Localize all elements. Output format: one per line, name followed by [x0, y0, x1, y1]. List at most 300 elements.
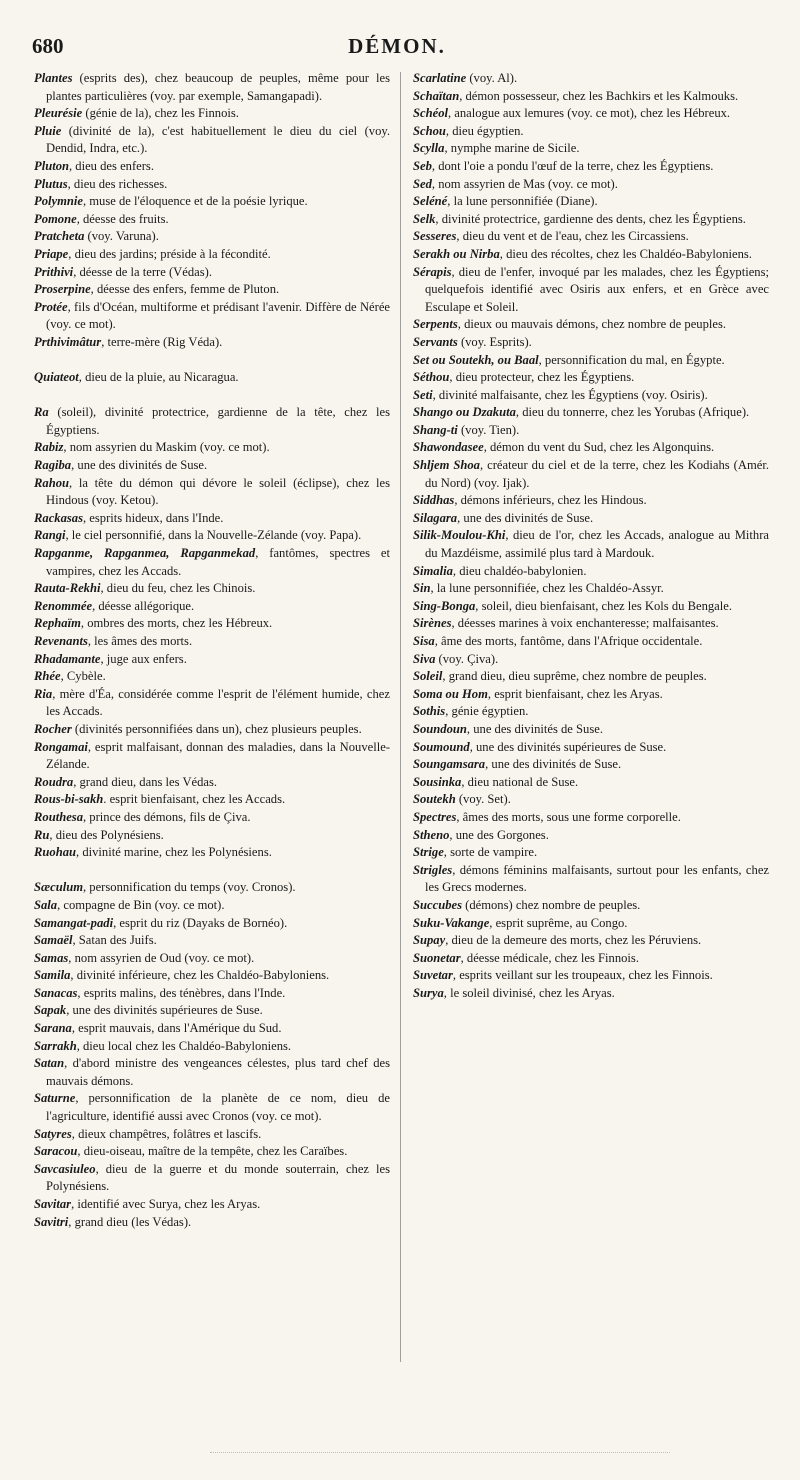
- entry-definition: , dieu des récoltes, chez les Chaldéo-Babyloniens.: [499, 246, 752, 261]
- dictionary-entry: [34, 580, 390, 598]
- entry-definition: , dieu de la demeure des morts, chez les Péruviens.: [445, 933, 702, 948]
- entry-term: Sirènes: [413, 616, 452, 631]
- dictionary-entry: [34, 1143, 390, 1161]
- entry-term: Schéol: [413, 106, 448, 121]
- dictionary-entry: [34, 598, 390, 616]
- entry-term: Sin: [413, 581, 431, 596]
- entry-term: Rauta-Rekhi: [34, 581, 101, 596]
- entry-definition: , compagne de Bin (voy. ce mot).: [57, 897, 225, 912]
- entry-definition: , la tête du démon qui dévore le soleil (éclipse), chez les Hindous (voy. Ketou).: [46, 475, 390, 508]
- dictionary-entry: [413, 756, 769, 774]
- entry-definition: , sorte de vampire.: [443, 845, 538, 860]
- entry-term: Siddhas: [413, 493, 455, 508]
- entry-definition: , divinité inférieure, chez les Chaldéo-Babyloniens.: [70, 968, 330, 983]
- dictionary-entry: [413, 563, 769, 581]
- entry-term: Rapganme, Rapganmea, Rapganmekad: [34, 546, 256, 561]
- entry-term: Routhesa: [34, 809, 83, 824]
- entry-definition: , muse de l'éloquence et de la poésie lyrique.: [82, 194, 308, 209]
- dictionary-entry: [34, 651, 390, 669]
- entry-term: Ru: [34, 827, 50, 842]
- entry-definition: , dieu protecteur, chez les Égyptiens.: [449, 370, 635, 385]
- entry-definition: , ombres des morts, chez les Hébreux.: [80, 616, 273, 631]
- dictionary-entry: [34, 809, 390, 827]
- entry-definition: (voy. Varuna).: [84, 229, 159, 244]
- entry-definition: (divinités personnifiées dans un), chez plusieurs peuples.: [71, 721, 362, 736]
- dictionary-entry: [34, 404, 390, 439]
- entry-term: Servants: [413, 334, 458, 349]
- entry-term: Soumound: [413, 739, 470, 754]
- dictionary-entry: [413, 615, 769, 633]
- dictionary-entry: [413, 387, 769, 405]
- dictionary-entry: [413, 228, 769, 246]
- dictionary-entry: [34, 633, 390, 651]
- entry-definition: , dieu chaldéo-babylonien.: [452, 563, 587, 578]
- dictionary-entry: [34, 932, 390, 950]
- entry-term: Pluie: [34, 123, 62, 138]
- dictionary-entry: [34, 721, 390, 739]
- entry-term: Proserpine: [34, 282, 91, 297]
- entry-term: Shango ou Dzakuta: [413, 405, 516, 420]
- entry-definition: , personnification de la planète de ce nom, dieu de l'agriculture, identifié aussi avec Cronos (voy. ce mot).: [46, 1091, 390, 1124]
- dictionary-entry: [413, 774, 769, 792]
- entry-definition: , dont l'oie a pondu l'œuf de la terre, chez les Égyptiens.: [431, 158, 714, 173]
- entry-definition: , personnification du mal, en Égypte.: [538, 352, 725, 367]
- dictionary-entry: [34, 615, 390, 633]
- entry-term: Supay: [413, 933, 446, 948]
- entry-term: Rhadamante: [34, 651, 101, 666]
- dictionary-entry: [34, 475, 390, 510]
- dictionary-entry: [34, 967, 390, 985]
- entry-term: Suonetar: [413, 950, 461, 965]
- entry-definition: , créateur du ciel et de la terre, chez les Kodiahs (Amér. du Nord) (voy. Ijak).: [425, 458, 769, 490]
- dictionary-entry: [413, 950, 769, 968]
- entry-term: Rackasas: [34, 510, 83, 525]
- entry-definition: , dieu du vent et de l'eau, chez les Circassiens.: [456, 229, 689, 244]
- dictionary-entry: [34, 686, 390, 721]
- entry-definition: , dieux champêtres, folâtres et lascifs.: [71, 1126, 262, 1141]
- entry-term: Savitar: [34, 1197, 72, 1211]
- section-gap: [34, 387, 390, 405]
- dictionary-entry: [413, 686, 769, 704]
- dictionary-entry: [413, 809, 769, 827]
- entry-definition: , fantômes, spectres et vampires, chez les Accads.: [46, 546, 390, 578]
- entry-term: Renommée: [34, 598, 93, 613]
- entry-term: Sanacas: [34, 985, 78, 1000]
- entry-term: Satan: [34, 1056, 65, 1071]
- entry-term: Schaïtan: [413, 88, 460, 103]
- entry-term: Ragiba: [34, 458, 72, 473]
- entry-definition: , esprits veillant sur les troupeaux, chez les Finnois.: [452, 968, 713, 983]
- dictionary-entry: [413, 897, 769, 915]
- entry-definition: , déesse médicale, chez les Finnois.: [460, 950, 639, 965]
- page-number: 680: [32, 34, 64, 58]
- entry-definition: , divinité marine, chez les Polynésiens.: [76, 845, 272, 860]
- entry-definition: , grand dieu (les Védas).: [68, 1214, 192, 1229]
- entry-definition: , divinité protectrice, gardienne des dents, chez les Égyptiens.: [435, 211, 746, 226]
- dictionary-entry: [413, 457, 769, 492]
- entry-definition: , démon possesseur, chez les Bachkirs et les Kalmouks.: [459, 88, 739, 103]
- dictionary-entry: [413, 105, 769, 123]
- entry-definition: , dieux ou mauvais démons, chez nombre de peuples.: [457, 317, 727, 332]
- entry-term: Savitri: [34, 1214, 69, 1229]
- entry-term: Priape: [34, 246, 69, 261]
- entry-definition: , nom assyrien de Mas (voy. ce mot).: [431, 176, 618, 191]
- entry-term: Simalia: [413, 563, 453, 578]
- entry-definition: , dieu du feu, chez les Chinois.: [100, 581, 256, 596]
- dictionary-entry: [413, 721, 769, 739]
- entry-definition: (esprits des), chez beaucoup de peuples, même pour les plantes particulières (voy. par exemple, Samangapadi).: [46, 71, 390, 103]
- running-head: DÉMON.: [348, 34, 446, 58]
- dictionary-entry: [34, 1161, 390, 1196]
- entry-term: Rhée: [34, 669, 61, 684]
- dictionary-entry: [34, 1038, 390, 1056]
- entry-definition: , esprits malins, des ténèbres, dans l'Inde.: [77, 985, 286, 1000]
- dictionary-entry: [413, 88, 769, 106]
- entry-term: Serakh ou Nirba: [413, 246, 500, 261]
- entry-definition: , la lune personnifiée (Diane).: [447, 194, 598, 209]
- dictionary-entry: [413, 176, 769, 194]
- entry-term: Suvetar: [413, 968, 453, 983]
- entry-definition: (génie de la), chez les Finnois.: [82, 106, 239, 121]
- entry-term: Sala: [34, 897, 58, 912]
- dictionary-entry: [413, 246, 769, 264]
- dictionary-entry: [34, 527, 390, 545]
- dictionary-entry: [413, 316, 769, 334]
- dictionary-entry: [34, 457, 390, 475]
- entry-definition: , esprit suprême, au Congo.: [489, 915, 628, 930]
- entry-definition: , démon du vent du Sud, chez les Algonquins.: [483, 440, 715, 455]
- entry-definition: (voy. Çiva).: [435, 651, 499, 666]
- entry-definition: , esprit bienfaisant, chez les Aryas.: [487, 686, 663, 701]
- entry-definition: , démons inférieurs, chez les Hindous.: [454, 493, 647, 508]
- entry-definition: , dieu-oiseau, maître de la tempête, chez les Caraïbes.: [77, 1144, 348, 1159]
- dictionary-entry: [34, 1090, 390, 1125]
- entry-definition: , Satan des Juifs.: [72, 933, 157, 948]
- entry-term: Siva: [413, 651, 436, 666]
- entry-definition: , le soleil divinisé, chez les Aryas.: [443, 985, 615, 1000]
- dictionary-entry: [413, 598, 769, 616]
- entry-term: Saturne: [34, 1091, 76, 1106]
- entry-term: Rephaïm: [34, 616, 81, 631]
- entry-term: Plantes: [34, 71, 73, 85]
- entry-definition: , mère d'Éa, considérée comme l'esprit de l'élément humide, chez les Accads.: [46, 686, 390, 719]
- dictionary-entry: [413, 123, 769, 141]
- entry-term: Soutekh: [413, 792, 456, 807]
- entry-definition: , une des Gorgones.: [449, 827, 549, 842]
- dictionary-entry: [413, 862, 769, 897]
- dictionary-entry: [413, 492, 769, 510]
- entry-definition: , dieu du tonnerre, chez les Yorubas (Afrique).: [515, 405, 750, 420]
- entry-definition: , déesse des fruits.: [76, 211, 169, 226]
- entry-definition: (voy. Al).: [466, 71, 518, 85]
- entry-definition: , prince des démons, fils de Çiva.: [83, 809, 251, 824]
- entry-definition: , dieu de l'or, chez les Accads, analogue au Mithra du Mazdéisme, assimilé plus tard à Mardouk.: [425, 528, 769, 561]
- entry-term: Shang-ti: [413, 422, 458, 437]
- entry-definition: (divinité de la), c'est habituellement le dieu du ciel (voy. Dendid, Indra, etc.).: [46, 123, 390, 156]
- entry-definition: , fils d'Océan, multiforme et prédisant l'avenir. Diffère de Nérée (voy. ce mot).: [46, 299, 390, 332]
- dictionary-entry: [34, 299, 390, 334]
- entry-term: Sothis: [413, 704, 446, 719]
- dictionary-entry: [34, 264, 390, 282]
- dictionary-entry: [34, 369, 390, 387]
- column-divider: [400, 72, 401, 1362]
- entry-term: Sesseres: [413, 229, 457, 244]
- entry-term: Soungamsara: [413, 757, 486, 772]
- dictionary-entry: [413, 140, 769, 158]
- entry-term: Sarrakh: [34, 1038, 77, 1053]
- entry-term: Seti: [413, 387, 433, 402]
- entry-definition: . esprit bienfaisant, chez les Accads.: [103, 792, 286, 807]
- dictionary-entry: [34, 774, 390, 792]
- dictionary-entry: [34, 1126, 390, 1144]
- dictionary-entry: [34, 176, 390, 194]
- entry-definition: , esprit mauvais, dans l'Amérique du Sud.: [71, 1021, 282, 1036]
- entry-term: Sæculum: [34, 880, 83, 895]
- entry-definition: , une des divinités de Suse.: [71, 458, 208, 473]
- entry-term: Selk: [413, 211, 436, 226]
- entry-term: Soleil: [413, 669, 443, 684]
- entry-term: Roudra: [34, 774, 74, 789]
- dictionary-entry: [34, 950, 390, 968]
- entry-definition: , dieu de l'enfer, invoqué par les malades, chez les Égyptiens; quelquefois identifié avec Osiris aux enfers, et en Grèce avec Esculape et Soleil.: [425, 264, 769, 314]
- entry-definition: , les âmes des morts.: [87, 634, 193, 648]
- entry-term: Séthou: [413, 370, 450, 385]
- entry-term: Sérapis: [413, 264, 452, 279]
- entry-term: Shawondasee: [413, 440, 484, 455]
- entry-definition: , déesse allégorique.: [92, 598, 195, 613]
- entry-term: Sed: [413, 176, 432, 191]
- entry-term: Rangi: [34, 528, 66, 543]
- entry-term: Ra: [34, 405, 49, 420]
- entry-term: Ruohau: [34, 845, 77, 860]
- entry-term: Rocher: [34, 721, 72, 736]
- entry-term: Rous-bi-sakh: [34, 792, 104, 807]
- entry-term: Soundoun: [413, 721, 467, 736]
- dictionary-entry: [413, 264, 769, 317]
- entry-term: Pleurésie: [34, 106, 83, 121]
- dictionary-entry: [34, 897, 390, 915]
- entry-term: Protée: [34, 299, 68, 314]
- dictionary-entry: [413, 70, 769, 88]
- dictionary-entry: [34, 915, 390, 933]
- dictionary-entry: [413, 369, 769, 387]
- dictionary-entry: [413, 827, 769, 845]
- entry-definition: , dieu national de Suse.: [461, 774, 579, 789]
- entry-term: Sapak: [34, 1003, 67, 1018]
- entry-definition: (soleil), divinité protectrice, gardienne de la tête, chez les Égyptiens.: [46, 405, 390, 437]
- section-gap: [34, 352, 390, 370]
- dictionary-entry: [413, 404, 769, 422]
- entry-definition: , dieu de la guerre et du monde souterrain, chez les Polynésiens.: [46, 1161, 390, 1194]
- entry-definition: (démons) chez nombre de peuples.: [461, 897, 641, 912]
- entry-definition: , grand dieu, dans les Védas.: [73, 774, 218, 789]
- entry-definition: , la lune personnifiée, chez les Chaldéo-Assyr.: [430, 581, 664, 596]
- entry-definition: , soleil, dieu bienfaisant, chez les Kols du Bengale.: [475, 598, 732, 613]
- dictionary-entry: [34, 879, 390, 897]
- entry-term: Quiateot: [34, 370, 79, 385]
- section-gap: [34, 862, 390, 880]
- dictionary-entry: [34, 123, 390, 158]
- entry-definition: , dieu égyptien.: [445, 123, 524, 138]
- entry-definition: , esprit malfaisant, donnan des maladies, dans la Nouvelle-Zélande.: [46, 739, 390, 772]
- entry-term: Sarana: [34, 1021, 72, 1036]
- entry-term: Ria: [34, 686, 53, 701]
- entry-term: Polymnie: [34, 194, 83, 209]
- dictionary-entry: [34, 70, 390, 105]
- entry-definition: (voy. Set).: [455, 792, 511, 807]
- dictionary-entry: [34, 510, 390, 528]
- dictionary-entry: [34, 1020, 390, 1038]
- entry-term: Shljem Shoa: [413, 458, 480, 473]
- entry-term: Prithivi: [34, 264, 74, 279]
- entry-term: Savcasiuleo: [34, 1161, 96, 1176]
- footer-dots: [210, 1452, 670, 1454]
- dictionary-entry: [34, 545, 390, 580]
- dictionary-entry: [413, 703, 769, 721]
- entry-definition: , dieu des jardins; préside à la fécondité.: [68, 246, 271, 261]
- entry-definition: , âmes des morts, sous une forme corporelle.: [456, 809, 681, 824]
- page-header: [32, 34, 762, 60]
- entry-definition: , analogue aux lemures (voy. ce mot), chez les Hébreux.: [447, 106, 731, 121]
- dictionary-entry: [34, 246, 390, 264]
- dictionary-entry: [34, 1002, 390, 1020]
- entry-term: Sisa: [413, 634, 435, 648]
- entry-term: Schou: [413, 123, 446, 138]
- dictionary-entry: [413, 633, 769, 651]
- entry-term: Samangat-padi: [34, 915, 114, 930]
- entry-term: Strigles: [413, 862, 453, 877]
- entry-term: Suku-Vakange: [413, 915, 490, 930]
- entry-term: Sing-Bonga: [413, 598, 476, 613]
- entry-term: Set ou Soutekh, ou Baal: [413, 352, 539, 367]
- entry-term: Sousinka: [413, 774, 462, 789]
- entry-definition: , déesses marines à voix enchanteresse; malfaisantes.: [451, 616, 719, 631]
- dictionary-entry: [413, 158, 769, 176]
- dictionary-entry: [34, 334, 390, 352]
- entry-definition: , esprit du riz (Dayaks de Bornéo).: [113, 915, 288, 930]
- entry-term: Silagara: [413, 510, 458, 525]
- entry-term: Revenants: [34, 634, 88, 648]
- dictionary-entry: [34, 193, 390, 211]
- entry-definition: , juge aux enfers.: [100, 651, 187, 666]
- entry-definition: (voy. Tien).: [457, 422, 520, 437]
- dictionary-entry: [34, 105, 390, 123]
- entry-term: Silik-Moulou-Khi: [413, 528, 506, 543]
- entry-definition: , nom assyrien de Oud (voy. ce mot).: [68, 950, 255, 965]
- entry-definition: , déesse de la terre (Védas).: [73, 264, 212, 279]
- dictionary-entry: [413, 791, 769, 809]
- entry-term: Succubes: [413, 897, 462, 912]
- entry-definition: , d'abord ministre des vengeances célestes, plus tard chef des mauvais démons.: [46, 1056, 390, 1088]
- entry-term: Samila: [34, 968, 71, 983]
- dictionary-entry: [413, 915, 769, 933]
- entry-definition: , grand dieu, dieu suprême, chez nombre de peuples.: [442, 669, 707, 684]
- dictionary-entry: [413, 510, 769, 528]
- entry-term: Rongamai: [34, 739, 88, 754]
- dictionary-entry: [413, 352, 769, 370]
- entry-term: Samaël: [34, 933, 73, 948]
- entry-definition: , identifié avec Surya, chez les Aryas.: [71, 1197, 261, 1211]
- entry-term: Spectres: [413, 809, 457, 824]
- entry-definition: , une des divinités de Suse.: [485, 757, 622, 772]
- dictionary-entry: [34, 1214, 390, 1232]
- dictionary-entry: [34, 1196, 390, 1214]
- entry-term: Saracou: [34, 1144, 78, 1159]
- entry-definition: , une des divinités supérieures de Suse.: [66, 1003, 263, 1018]
- entry-definition: , dieu des Polynésiens.: [49, 827, 164, 842]
- entry-term: Serpents: [413, 317, 458, 332]
- dictionary-entry: [413, 334, 769, 352]
- entry-term: Prthivimâtur: [34, 334, 102, 349]
- dictionary-entry: [34, 985, 390, 1003]
- entry-term: Surya: [413, 985, 444, 1000]
- dictionary-entry: [413, 193, 769, 211]
- dictionary-entry: [34, 827, 390, 845]
- dictionary-entry: [413, 580, 769, 598]
- dictionary-entry: [34, 228, 390, 246]
- dictionary-entry: [34, 281, 390, 299]
- entry-definition: , génie égyptien.: [445, 704, 529, 719]
- entry-term: Pluton: [34, 158, 69, 173]
- entry-definition: , nymphe marine de Sicile.: [444, 141, 580, 156]
- entry-definition: , nom assyrien du Maskim (voy. ce mot).: [63, 440, 270, 455]
- dictionary-entry: [34, 439, 390, 457]
- entry-definition: , le ciel personnifié, dans la Nouvelle-Zélande (voy. Papa).: [65, 528, 362, 543]
- entry-definition: , personnification du temps (voy. Cronos).: [83, 880, 296, 895]
- dictionary-entry: [413, 985, 769, 1003]
- dictionary-entry: [413, 967, 769, 985]
- dictionary-entry: [34, 211, 390, 229]
- dictionary-entry: [413, 668, 769, 686]
- entry-term: Rahou: [34, 475, 70, 490]
- dictionary-entry: [413, 211, 769, 229]
- entry-definition: , dieu des enfers.: [69, 158, 154, 173]
- dictionary-entry: [413, 439, 769, 457]
- dictionary-entry: [34, 668, 390, 686]
- entry-definition: , âme des morts, fantôme, dans l'Afrique occidentale.: [434, 634, 703, 648]
- entry-term: Seléné: [413, 194, 448, 209]
- entry-definition: , divinité malfaisante, chez les Égyptiens (voy. Osiris).: [432, 387, 708, 402]
- dictionary-entry: [34, 1055, 390, 1090]
- entry-definition: , déesse des enfers, femme de Pluton.: [90, 282, 280, 297]
- entry-term: Rabiz: [34, 440, 64, 455]
- entry-term: Satyres: [34, 1126, 72, 1141]
- dictionary-entry: [34, 844, 390, 862]
- entry-term: Samas: [34, 950, 69, 965]
- entry-term: Scylla: [413, 141, 445, 156]
- entry-term: Seb: [413, 158, 432, 173]
- entry-term: Pratcheta: [34, 229, 85, 244]
- entry-definition: , une des divinités de Suse.: [457, 510, 594, 525]
- entry-term: Strige: [413, 845, 444, 860]
- entry-definition: (voy. Esprits).: [457, 334, 532, 349]
- entry-definition: , Cybèle.: [60, 669, 106, 684]
- entry-definition: , une des divinités supérieures de Suse.: [469, 739, 667, 754]
- entry-term: Soma ou Hom: [413, 686, 488, 701]
- dictionary-entry: [34, 739, 390, 774]
- entry-definition: , terre-mère (Rig Véda).: [101, 334, 223, 349]
- left-column: [34, 70, 390, 1231]
- entry-term: Stheno: [413, 827, 450, 842]
- dictionary-entry: [413, 932, 769, 950]
- entry-definition: , esprits hideux, dans l'Inde.: [82, 510, 224, 525]
- dictionary-entry: [413, 739, 769, 757]
- right-column: [413, 70, 769, 1002]
- entry-definition: , dieu de la pluie, au Nicaragua.: [78, 370, 239, 385]
- dictionary-entry: [34, 158, 390, 176]
- dictionary-entry: [413, 527, 769, 562]
- dictionary-entry: [413, 422, 769, 440]
